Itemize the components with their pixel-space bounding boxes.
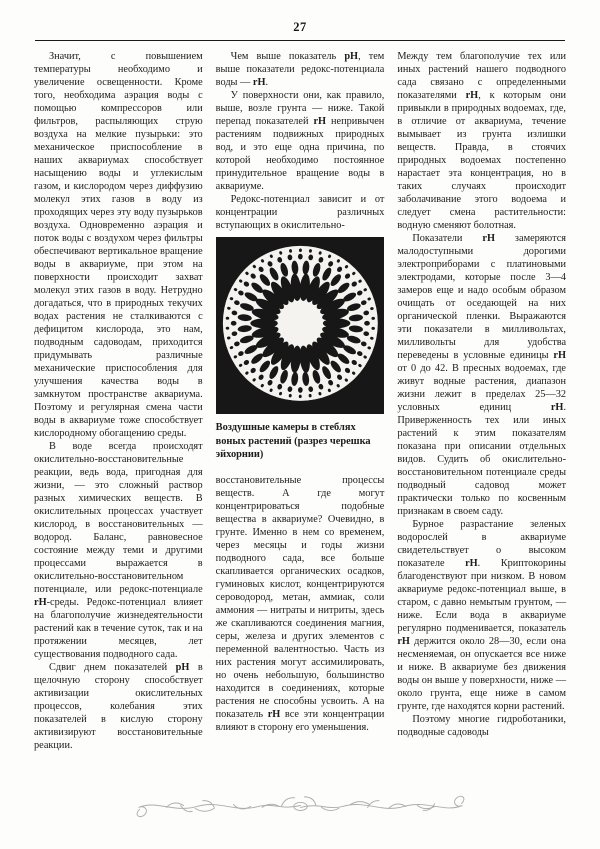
paragraph xyxy=(34,661,203,752)
text-run: , тем выше показатели редокс-потенциала воды — xyxy=(215,51,385,88)
bold-text-run: rH xyxy=(252,77,266,88)
paragraph xyxy=(397,713,566,739)
paragraph xyxy=(34,50,203,440)
bold-text-run: rH xyxy=(267,708,281,720)
text-run: в щелочную сторону способствует активизации окислительных процессов, колебания этих показателей в кислую сторону активизируют восстановительные реакции. xyxy=(34,662,203,751)
text-run: от 0 до 42. В пресных водоемах, где живут водные растения, диапазон жизни лежит в пределах 25—32 условных единиц xyxy=(397,363,567,413)
text-run: Значит, с повышением температуры необходимо и увеличение освещенности. Кроме того, необходима аэрация воды с помощью компрессоров или фильтров, распыляющих струю воздуха на мелкие пузырьки: это механическое приспособление в наших аквариумах способствует насыщению воды и углекислым газом, и кислородом через диффузию молекул этих газов в воду из проходящих через эту воду пузырьков воздуха. Одновременно аэрация и поток воды с воздухом через фильтры обеспечивают вертикальное вращение воды в аквариуме, при этом на поверхности происходит захват молекул этих газов в воду. Нетрудно догадаться, что в природных текучих водах растения не сталкиваются с дефицитом кислорода, это нам, подводным садоводам, приходится придумывать различные механические приспособления для улучшения качества воды в замкнутом пространстве аквариума. Поэтому и регулярная смена части воды в аквариуме тоже способствует кислородному обогащению среды. xyxy=(34,51,203,439)
bold-text-run: rH xyxy=(397,636,410,647)
bold-text-run: rH xyxy=(34,597,47,608)
text-run: -среды. Редокс-потенциал влияет на благополучие жизнедеятельности растений как в течение суток, так и на протяжении месяцев, лет существования подводного сада. xyxy=(34,597,203,660)
bold-text-run: pH xyxy=(344,51,359,62)
text-run: все эти концентрации влияют в сторону его уменьшения. xyxy=(215,708,385,733)
text-run: , к которым они привыкли в природных водоемах, где, в отличие от аквариума, течение вымывает из грунта излишки веществ. Правда, в стоячих природных водоемах постепенно нарастает эта концентрация, но в таких случаях происходит заболачивание этого водоема и следует смена растительности: водную сменяют болотная. xyxy=(397,90,567,231)
text-run: непривычен растениям подвижных природных вод, и это еще одна причина, по которой необходимо постоянное принудительное вращение воды в аквариуме. xyxy=(215,116,385,192)
text-run: Между тем благополучие тех или иных растений нашего подводного сада связано с определенными показателями xyxy=(397,51,567,101)
bold-text-run: rH xyxy=(465,90,479,101)
stem-cross-section-image xyxy=(216,237,385,414)
text-run: . xyxy=(265,77,269,88)
text-run: У поверхности они, как правило, выше, возле грунта — ниже. Такой перепад показателей xyxy=(215,90,385,127)
paragraph xyxy=(34,440,203,661)
text-column-right xyxy=(397,50,566,739)
paragraph xyxy=(216,193,385,232)
page-footer xyxy=(0,791,600,825)
bold-text-run: pH xyxy=(175,662,190,673)
text-run: Бурное разрастание зеленых водорослей в аквариуме свидетельствует о высоком показателе xyxy=(397,519,567,569)
page-content xyxy=(0,41,600,752)
text-run: В воде всегда происходят окислительно-восстановительные реакции, ведь вода, пригодная для жизни, — это сложный раствор разных химических веществ. В окислительных процессах участвует кислород, в восстановительных — водород. Баланс, равновесное состояние между теми и другими процессами выражается в окислительно-восстановительном потенциале, или редокс-потенциале xyxy=(34,441,203,595)
bold-text-run: rH xyxy=(482,233,495,244)
text-run: замеряются малодоступными дорогими электроприборами с платиновыми электродами, которые после 3—4 замеров еще и надо особым образом очищать от оседающей на них органической пленки. Выражаются эти показатели в милливольтах, милливольты для удобства переведены в условные единицы xyxy=(397,233,567,361)
paragraph xyxy=(397,50,566,232)
text-run: Поэтому многие гидроботаники, подводные садоводы xyxy=(397,714,567,738)
paragraph xyxy=(216,89,385,193)
text-column-middle xyxy=(216,50,385,734)
bold-text-run: rH xyxy=(465,558,478,569)
figure-caption: Воздушные камеры в стеблях воных растений (разрез черешка эйхорнии) xyxy=(215,422,371,461)
text-run: . Приверженность тех или иных растений к этим показателям показана при описании отдельных видов. Судить об окислительно-восстановительном потенциале среды подводный садовод может практически только по косвенным признакам в своем саду. xyxy=(397,402,567,517)
paragraph xyxy=(216,50,385,89)
text-run: держится около 28—30, если она несменяемая, он опускается все ниже и ниже. В аквариуме без движения воды он выше у поверхности, ниже — около грунта, еще ниже в самом грунте, где находятся корни растений. xyxy=(397,636,567,712)
ornament-flourish-icon xyxy=(128,791,473,820)
text-column-left xyxy=(34,50,203,752)
bold-text-run: rH xyxy=(313,116,327,127)
text-run: Чем выше показатель xyxy=(230,51,345,62)
text-run: . Криптокорины благоденствуют при низком. В новом аквариуме редокс-потенциал выше, в старом, с давно немытым грунтом, — ниже. Если вода в аквариуме регулярно подменивается, показатель xyxy=(397,558,567,634)
paragraph xyxy=(397,518,566,713)
bold-text-run: rH xyxy=(553,350,567,361)
text-run: Показатели xyxy=(412,233,483,244)
text-run: Сдвиг днем показателей xyxy=(49,662,176,673)
paragraph xyxy=(397,232,566,518)
page-number: 27 xyxy=(293,20,307,34)
paragraph xyxy=(216,474,385,734)
text-run: Редокс-потенциал зависит и от концентрации различных вступающих в окислительно- xyxy=(215,194,385,231)
bold-text-run: rH xyxy=(550,402,564,413)
text-run: восстановительные процессы веществ. А где могут концентрироваться подобные вещества в аквариуме? Очевидно, в грунте. Именно в нем со временем, через месяцы и годы жизни подводного сада, все больше скапливается органических осадков, гуминовых кислот, концентрируются сероводород, метан, аммиак, соли аммония — нитраты и нитриты, здесь же скапливаются соединения магния, серы, железа и других элементов с переменной валентностью. Часть из них растения могут ассимилировать, но очень небольшую, большинство находится в соединениях, которые растения не способны усвоить. А на показатель xyxy=(215,474,385,720)
stem-cross-section-figure xyxy=(216,237,385,414)
